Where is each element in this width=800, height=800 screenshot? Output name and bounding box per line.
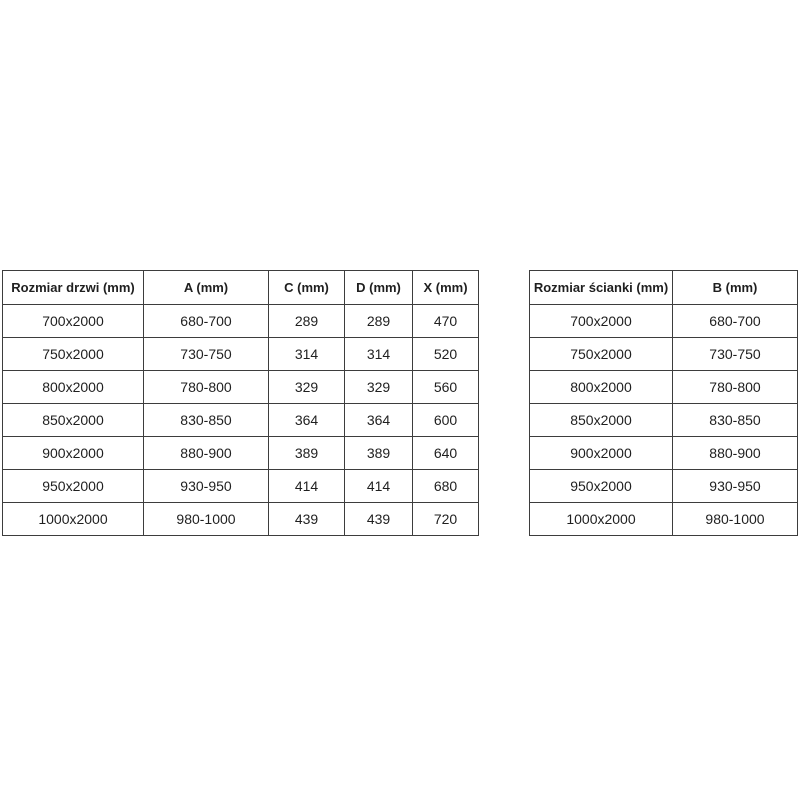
table-cell: 1000x2000 <box>3 503 144 536</box>
table-cell: 680 <box>413 470 479 503</box>
table-cell: 880-900 <box>673 437 798 470</box>
table-cell: 930-950 <box>673 470 798 503</box>
table-cell: 289 <box>345 305 413 338</box>
header-row <box>3 271 479 305</box>
table-cell: 600 <box>413 404 479 437</box>
table-cell: 470 <box>413 305 479 338</box>
table-cell: 850x2000 <box>530 404 673 437</box>
table-cell: 800x2000 <box>530 371 673 404</box>
table-cell: 389 <box>345 437 413 470</box>
table-row <box>3 470 479 503</box>
table-row <box>3 404 479 437</box>
table-cell: 414 <box>345 470 413 503</box>
column-header: D (mm) <box>345 271 413 305</box>
table-cell: 980-1000 <box>144 503 269 536</box>
column-header: X (mm) <box>413 271 479 305</box>
table-cell: 289 <box>269 305 345 338</box>
table-cell: 329 <box>345 371 413 404</box>
table-row <box>3 371 479 404</box>
table-cell: 720 <box>413 503 479 536</box>
table-cell: 930-950 <box>144 470 269 503</box>
header-row <box>530 271 798 305</box>
table-cell: 414 <box>269 470 345 503</box>
table-cell: 314 <box>345 338 413 371</box>
table-row <box>3 503 479 536</box>
table-cell: 680-700 <box>673 305 798 338</box>
table-cell: 730-750 <box>673 338 798 371</box>
table-cell: 364 <box>269 404 345 437</box>
table-cell: 640 <box>413 437 479 470</box>
table-row <box>3 338 479 371</box>
table-cell: 950x2000 <box>3 470 144 503</box>
column-header: Rozmiar drzwi (mm) <box>3 271 144 305</box>
table-row <box>530 371 798 404</box>
table-cell: 700x2000 <box>530 305 673 338</box>
table-cell: 750x2000 <box>530 338 673 371</box>
table-row <box>530 503 798 536</box>
table-cell: 364 <box>345 404 413 437</box>
table-cell: 439 <box>269 503 345 536</box>
table-cell: 800x2000 <box>3 371 144 404</box>
table-cell: 680-700 <box>144 305 269 338</box>
table-row <box>3 437 479 470</box>
column-header: C (mm) <box>269 271 345 305</box>
column-header: Rozmiar ścianki (mm) <box>530 271 673 305</box>
table-cell: 780-800 <box>144 371 269 404</box>
door-sizes-table <box>2 270 479 536</box>
table-cell: 950x2000 <box>530 470 673 503</box>
table-cell: 880-900 <box>144 437 269 470</box>
table-cell: 329 <box>269 371 345 404</box>
table-cell: 439 <box>345 503 413 536</box>
table-row <box>530 338 798 371</box>
wall-sizes-table <box>529 270 798 536</box>
table-cell: 389 <box>269 437 345 470</box>
table-cell: 520 <box>413 338 479 371</box>
table-cell: 900x2000 <box>530 437 673 470</box>
table-cell: 314 <box>269 338 345 371</box>
column-header: A (mm) <box>144 271 269 305</box>
table-cell: 700x2000 <box>3 305 144 338</box>
table-row <box>530 305 798 338</box>
table-cell: 830-850 <box>673 404 798 437</box>
table-cell: 780-800 <box>673 371 798 404</box>
table-cell: 980-1000 <box>673 503 798 536</box>
table-row <box>530 437 798 470</box>
table-row <box>3 305 479 338</box>
size-tables-container <box>2 270 798 536</box>
table-cell: 560 <box>413 371 479 404</box>
table-cell: 750x2000 <box>3 338 144 371</box>
column-header: B (mm) <box>673 271 798 305</box>
table-cell: 1000x2000 <box>530 503 673 536</box>
table-cell: 900x2000 <box>3 437 144 470</box>
table-cell: 830-850 <box>144 404 269 437</box>
table-row <box>530 470 798 503</box>
table-row <box>530 404 798 437</box>
table-cell: 850x2000 <box>3 404 144 437</box>
table-cell: 730-750 <box>144 338 269 371</box>
